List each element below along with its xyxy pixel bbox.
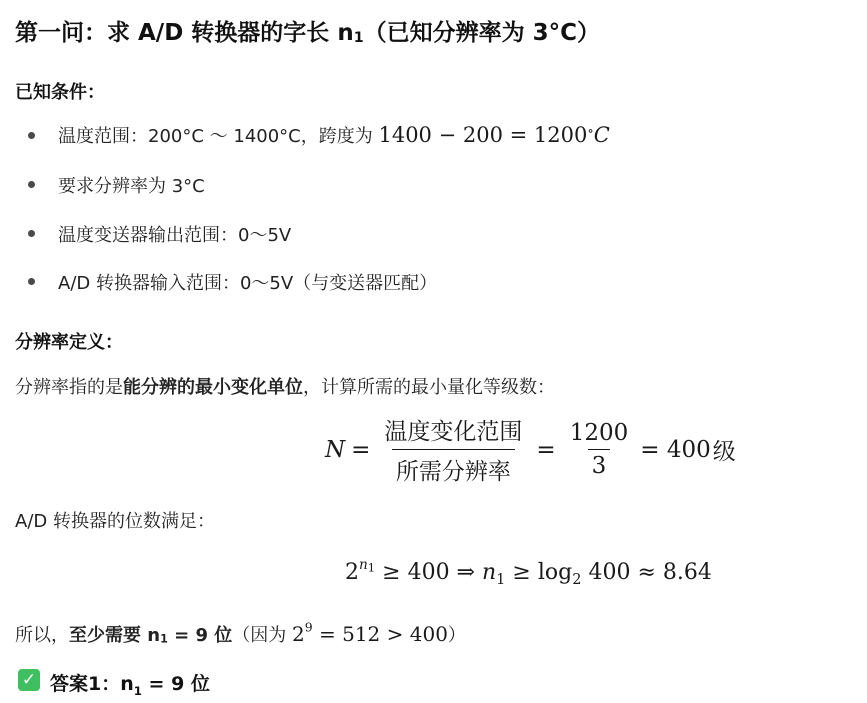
bullet-dot xyxy=(28,181,35,188)
bits-equation: $2^{n_1} \ge 400$ ⇒ $n_1 \ge \log_2 400 \approx 8.64$ xyxy=(345,556,712,589)
bits-text: A/D 转换器的位数满足： xyxy=(15,511,215,532)
fraction-range-over-resolution: $\frac{\text{温度变化范围}}{\text{所需分辨率}}$ xyxy=(384,419,523,485)
answer-text: 答案1：$n_1 = 9$ 位 xyxy=(50,673,210,698)
conclusion-text: 所以，至少需要 $n_1 = 9$ 位（因为 $2^9 = 512 > 400$） xyxy=(15,619,466,646)
list-item: 温度范围：200°C ～ 1400°C，跨度为 1400 − 200 = 1200∘C xyxy=(58,123,610,147)
list-item: A/D 转换器输入范围：0～5V（与变送器匹配） xyxy=(58,273,438,294)
definition-text: 分辨率指的是能分辨的最小变化单位，计算所需的最小量化等级数： xyxy=(15,377,555,398)
list-item: 温度变送器输出范围：0～5V xyxy=(58,225,292,246)
bullet-dot xyxy=(28,278,35,285)
bullet-dot xyxy=(28,132,35,139)
fraction-1200-over-3: $\frac{1200}{3}$ xyxy=(569,420,629,479)
checkmark-icon: ✓ xyxy=(18,669,40,691)
known-conditions-heading: 已知条件： xyxy=(15,82,105,103)
page-title: 第一问：求 A/D 转换器的字长 $n_1$（已知分辨率为 3°C） xyxy=(15,20,601,47)
quantization-equation: N = $\frac{\text{温度变化范围}}{\text{所需分辨率}}$ = $\frac{1200}{3}$ = 400 级 xyxy=(325,413,736,486)
definition-heading: 分辨率定义： xyxy=(15,332,123,353)
list-item: 要求分辨率为 3°C xyxy=(58,176,205,197)
bullet-dot xyxy=(28,230,35,237)
